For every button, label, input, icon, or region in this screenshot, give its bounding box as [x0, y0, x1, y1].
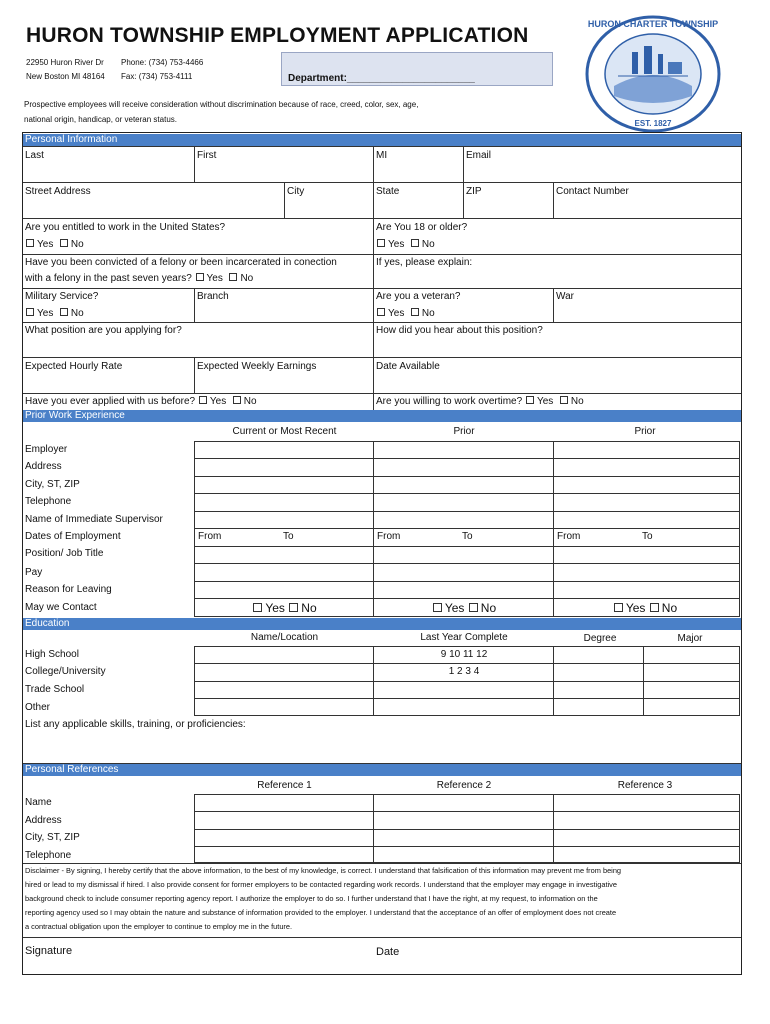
work-row-dates: Dates of Employment	[25, 531, 121, 542]
checkbox-icon[interactable]	[614, 603, 623, 612]
checkbox-icon[interactable]	[650, 603, 659, 612]
checkbox-icon[interactable]	[411, 239, 419, 247]
from-label: From	[377, 531, 401, 542]
state-field[interactable]: State	[376, 186, 400, 197]
city-field[interactable]: City	[287, 186, 305, 197]
may-contact-options[interactable]: Yes No	[375, 601, 553, 615]
reference-row-city-st-zip: City, ST, ZIP	[25, 832, 80, 843]
work-row-city-st-zip: City, ST, ZIP	[25, 479, 80, 490]
education-column-last-year: Last Year Complete	[420, 632, 508, 643]
work-column-prior-2: Prior	[634, 426, 656, 437]
work-row-address: Address	[25, 461, 62, 472]
work-row-reason: Reason for Leaving	[25, 584, 112, 595]
work-grid-lines	[194, 441, 740, 617]
military-service-question: Military Service?	[25, 291, 99, 302]
referral-source-field[interactable]: How did you hear about this position?	[376, 325, 543, 336]
felony-question-line2[interactable]: with a felony in the past seven years? Yes No	[25, 273, 254, 284]
email-field[interactable]: Email	[466, 150, 492, 161]
work-column-prior-1: Prior	[453, 426, 475, 437]
checkbox-icon[interactable]	[26, 239, 34, 247]
section-prior-work: Prior Work Experience	[23, 410, 741, 422]
age-options[interactable]: Yes No	[376, 239, 435, 250]
work-row-position: Position/ Job Title	[25, 548, 104, 559]
may-contact-options[interactable]: Yes No	[555, 601, 735, 615]
work-row-pay: Pay	[25, 567, 43, 578]
checkbox-icon[interactable]	[199, 396, 207, 404]
zip-field[interactable]: ZIP	[466, 186, 482, 197]
svg-text:HURON CHARTER TOWNSHIP: HURON CHARTER TOWNSHIP	[587, 19, 719, 29]
checkbox-icon[interactable]	[253, 603, 262, 612]
section-education: Education	[23, 618, 741, 630]
education-row-college: College/University	[25, 666, 106, 677]
department-field[interactable]: Department:_______________________	[281, 52, 553, 86]
work-row-supervisor: Name of Immediate Supervisor	[25, 514, 163, 525]
military-options[interactable]: Yes No	[25, 308, 84, 319]
education-row-trade-school: Trade School	[25, 684, 85, 695]
reference-row-telephone: Telephone	[25, 850, 72, 861]
checkbox-icon[interactable]	[229, 273, 237, 281]
work-row-may-contact: May we Contact	[25, 602, 97, 613]
checkbox-icon[interactable]	[433, 603, 442, 612]
first-name-field[interactable]: First	[197, 150, 217, 161]
to-label: To	[642, 531, 653, 542]
checkbox-icon[interactable]	[60, 239, 68, 247]
nondiscrimination-notice: Prospective employees will receive consideration without discrimination because of race, creed, color, sex, age, national origin, handicap, or veteran status.	[24, 100, 419, 124]
checkbox-icon[interactable]	[411, 308, 419, 316]
skills-field[interactable]: List any applicable skills, training, or proficiencies:	[25, 719, 246, 730]
date-field[interactable]: Date	[376, 946, 400, 958]
high-school-years[interactable]: 9 10 11 12	[440, 649, 488, 660]
veteran-question: Are you a veteran?	[376, 291, 461, 302]
reference-column-1: Reference 1	[257, 780, 312, 791]
phone-number: Phone: (734) 753-4466	[121, 58, 204, 67]
signature-field[interactable]: Signature	[25, 945, 73, 957]
fax-number: Fax: (734) 753-4111	[121, 72, 193, 81]
age-question: Are You 18 or older?	[376, 222, 468, 233]
work-column-current: Current or Most Recent	[232, 426, 337, 437]
overtime-question[interactable]: Are you willing to work overtime? Yes No	[376, 396, 584, 407]
felony-explain-field[interactable]: If yes, please explain:	[376, 257, 473, 268]
township-seal-logo	[584, 14, 722, 134]
education-column-degree: Degree	[583, 633, 617, 644]
to-label: To	[283, 531, 294, 542]
disclaimer-text: Disclaimer - By signing, I hereby certify that the above information, to the best of my knowledge, is correct. I understand that falsification of this information may prevent me from being hired or lead to my dismissal if hired. I also provide consent for former employers to be contacted regarding work records. I understand that the employer may engage in investigative background check to include consumer reporting agency report. I authorize the employer to do so. I further understand that I have the right, at my request, to information on the reporting agency used so I may obtain the nature and substance of information provided to the employer. I understand that the acceptance of an offer of employment does not create a contractual obligation upon the employer to continue to employ me in the future.	[25, 866, 622, 931]
work-experience-grid[interactable]	[194, 441, 740, 617]
work-row-employer: Employer	[25, 444, 68, 455]
street-address-field[interactable]: Street Address	[25, 186, 91, 197]
reference-row-name: Name	[25, 797, 52, 808]
college-years[interactable]: 1 2 3 4	[448, 666, 480, 677]
to-label: To	[462, 531, 473, 542]
checkbox-icon[interactable]	[60, 308, 68, 316]
applied-before-question[interactable]: Have you ever applied with us before? Yes No	[25, 396, 257, 407]
checkbox-icon[interactable]	[196, 273, 204, 281]
checkbox-icon[interactable]	[26, 308, 34, 316]
checkbox-icon[interactable]	[469, 603, 478, 612]
veteran-options[interactable]: Yes No	[376, 308, 435, 319]
section-personal-information: Personal Information	[23, 134, 741, 146]
checkbox-icon[interactable]	[289, 603, 298, 612]
checkbox-icon[interactable]	[377, 239, 385, 247]
work-row-telephone: Telephone	[25, 496, 72, 507]
checkbox-icon[interactable]	[233, 396, 241, 404]
reference-column-3: Reference 3	[617, 780, 673, 791]
hourly-rate-field[interactable]: Expected Hourly Rate	[25, 361, 123, 372]
reference-row-address: Address	[25, 815, 62, 826]
page-title: HURON TOWNSHIP EMPLOYMENT APPLICATION	[26, 24, 529, 47]
education-row-high-school: High School	[25, 649, 79, 660]
felony-question-line1: Have you been convicted of a felony or been incarcerated in conection	[25, 257, 337, 268]
section-personal-references: Personal References	[23, 764, 741, 776]
address-line-2: New Boston MI 48164	[26, 72, 105, 81]
may-contact-options[interactable]: Yes No	[196, 601, 373, 615]
checkbox-icon[interactable]	[377, 308, 385, 316]
references-grid[interactable]	[194, 794, 740, 863]
weekly-earnings-field[interactable]: Expected Weekly Earnings	[197, 361, 317, 372]
from-label: From	[557, 531, 581, 542]
education-column-name-location: Name/Location	[250, 632, 319, 643]
contact-number-field[interactable]: Contact Number	[556, 186, 629, 197]
education-row-other: Other	[25, 702, 51, 713]
work-eligibility-options[interactable]: Yes No	[25, 239, 84, 250]
middle-initial-field[interactable]: MI	[376, 150, 388, 161]
address-line-1: 22950 Huron River Dr	[26, 58, 104, 67]
branch-field[interactable]: Branch	[197, 291, 229, 302]
work-eligibility-question: Are you entitled to work in the United States?	[25, 222, 226, 233]
reference-column-2: Reference 2	[436, 780, 492, 791]
references-grid-lines	[194, 794, 740, 863]
position-field[interactable]: What position are you applying for?	[25, 325, 182, 336]
war-field[interactable]: War	[556, 291, 574, 302]
checkbox-icon[interactable]	[526, 396, 534, 404]
checkbox-icon[interactable]	[560, 396, 568, 404]
last-name-field[interactable]: Last	[25, 150, 44, 161]
svg-text:EST. 1827: EST. 1827	[634, 119, 672, 128]
from-label: From	[198, 531, 222, 542]
education-column-major: Major	[677, 633, 703, 644]
date-available-field[interactable]: Date Available	[376, 361, 440, 372]
